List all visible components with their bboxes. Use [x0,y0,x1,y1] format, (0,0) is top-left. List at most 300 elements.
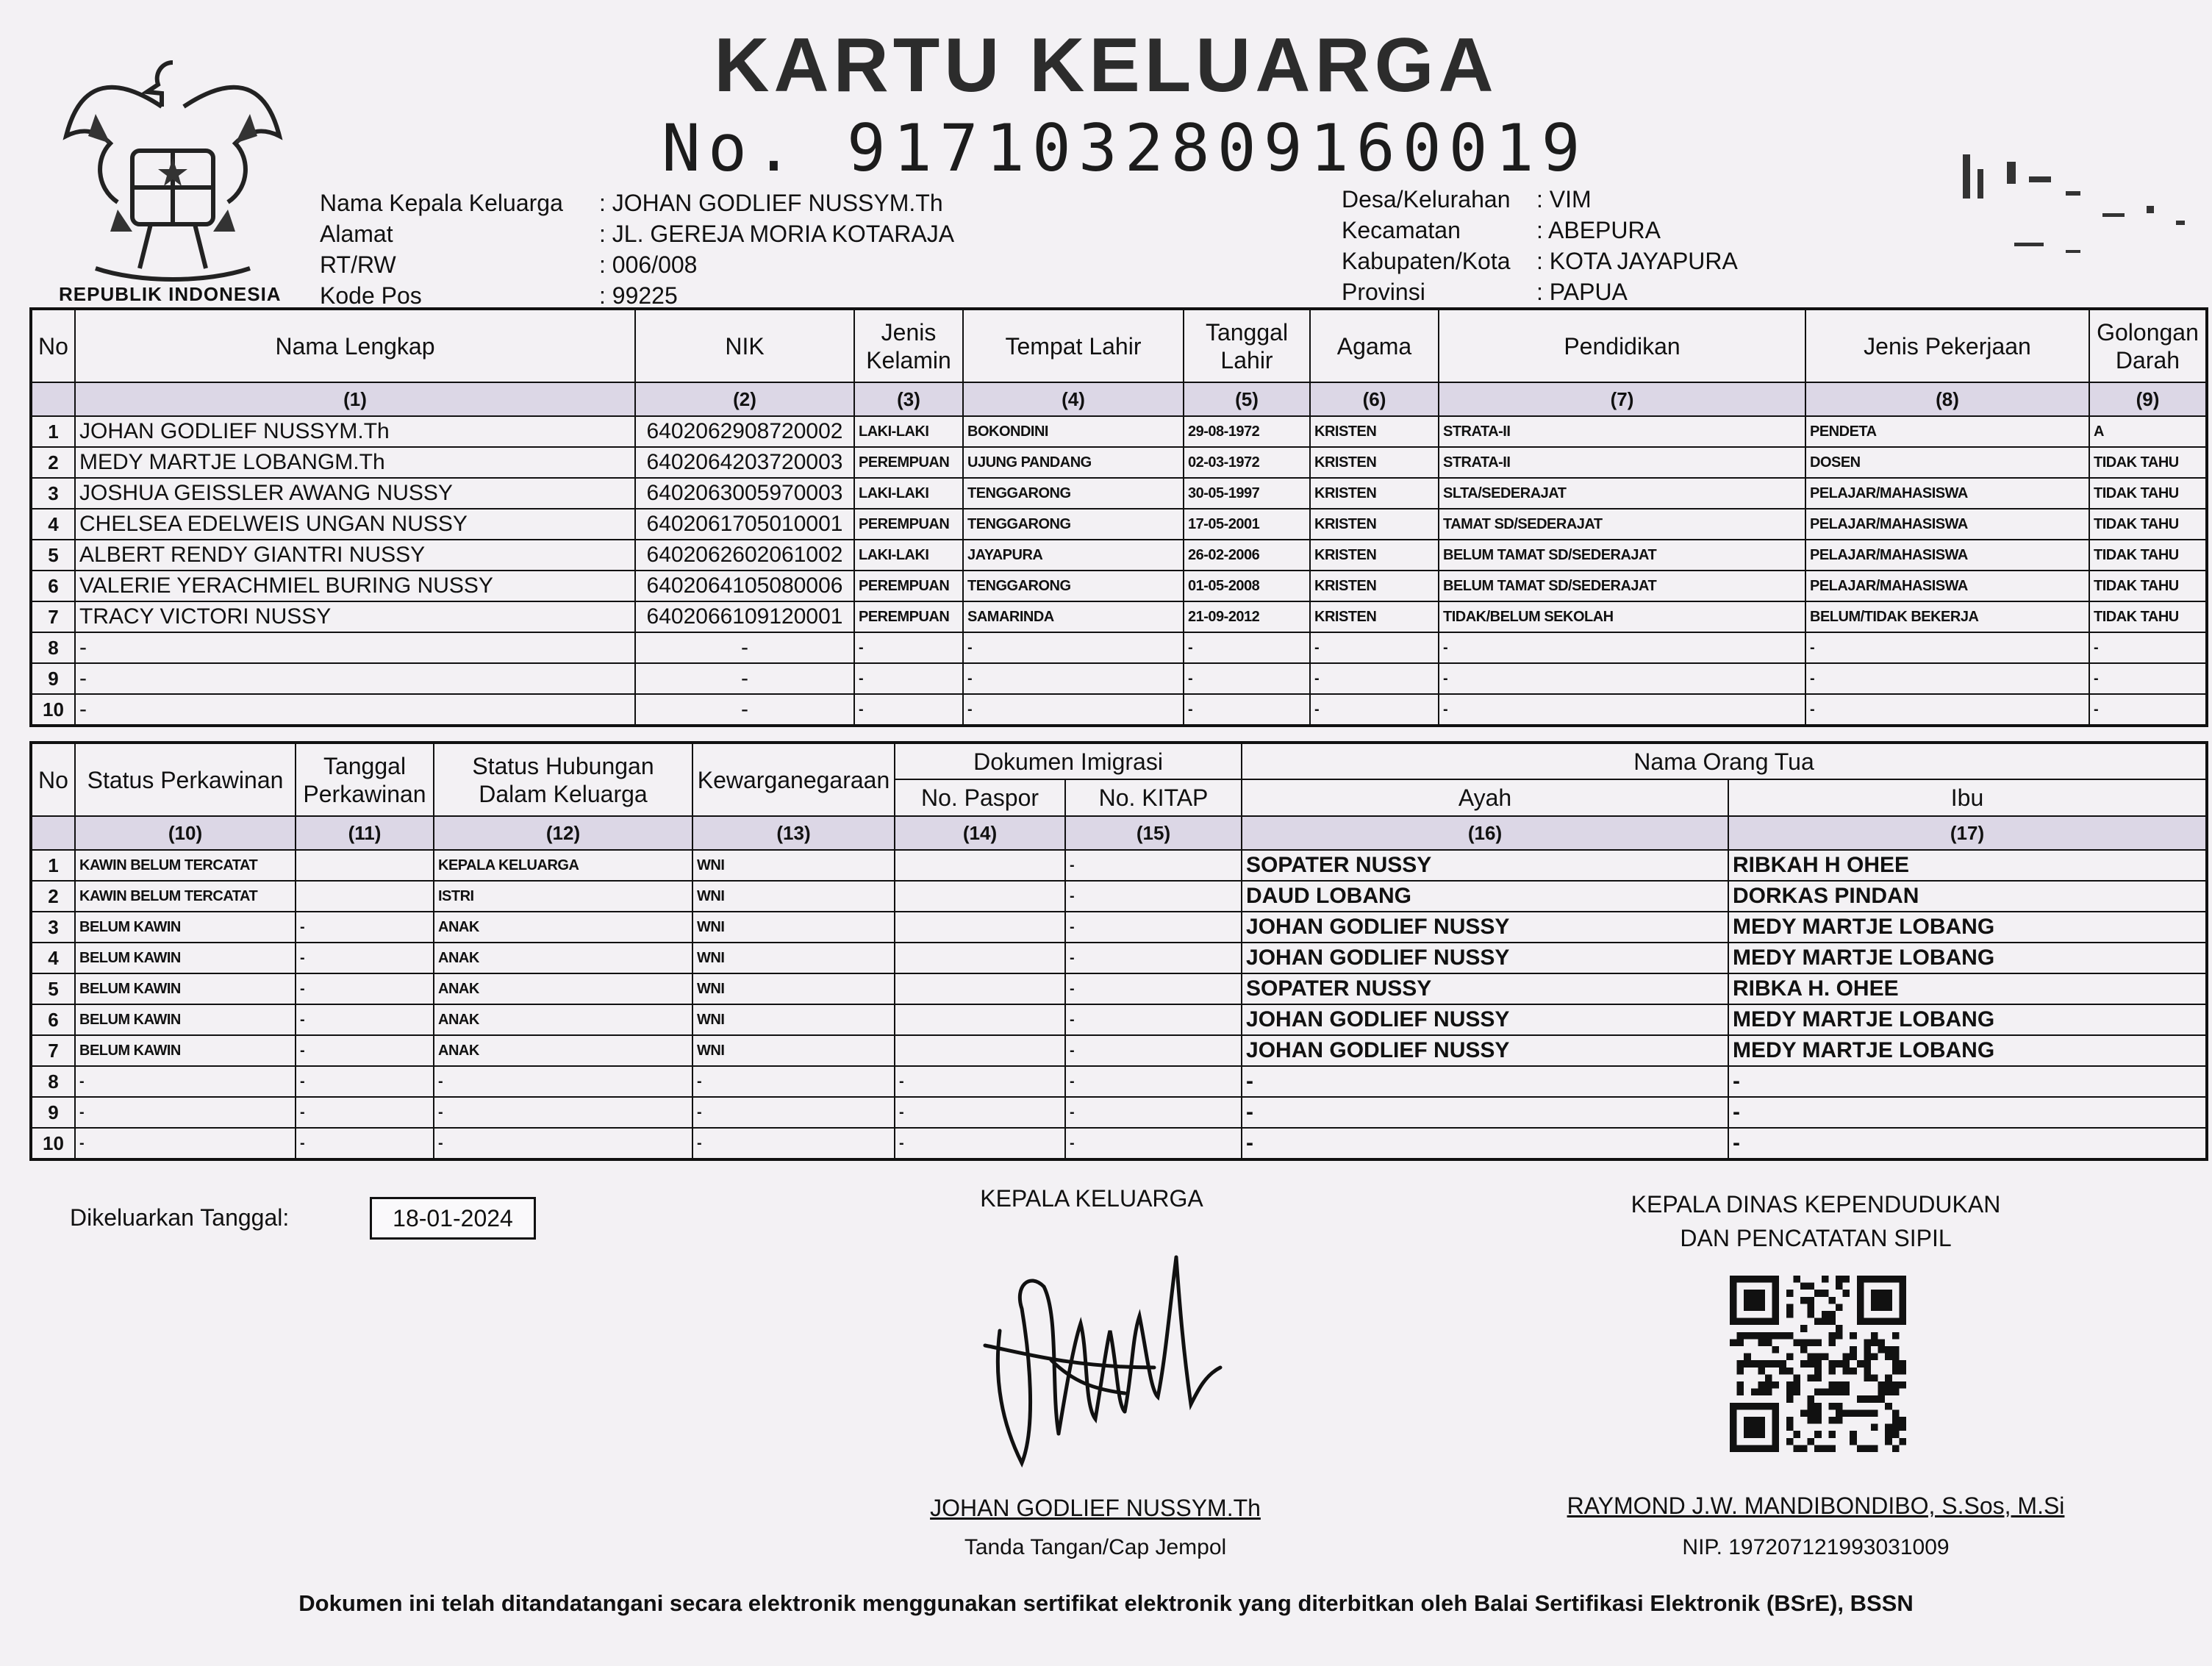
table-cell: ANAK [434,912,692,943]
qr-module [1737,1381,1744,1389]
dinas-title-line1: KEPALA DINAS KEPENDUDUKAN [1631,1191,2001,1218]
col-number: (1) [75,382,635,416]
qr-module [1843,1409,1850,1417]
table-cell: BELUM KAWIN [75,1004,296,1035]
table-cell: SLTA/SEDERAJAT [1439,478,1805,509]
qr-module [1836,1409,1843,1417]
table-cell: 17-05-2001 [1184,509,1310,540]
table-cell: BELUM KAWIN [75,943,296,973]
table-cell: 6402066109120001 [635,601,854,632]
qr-module [1765,1339,1772,1346]
header-tanggal-lahir: Tanggal Lahir [1184,309,1310,382]
table-cell: - [1728,1128,2207,1159]
col-number: (10) [75,816,296,850]
value-nama-kepala: : JOHAN GODLIEF NUSSYM.Th [599,190,943,216]
col-number: (6) [1310,382,1439,416]
qr-module [1836,1325,1843,1332]
qr-module [1765,1332,1772,1340]
table-cell: PELAJAR/MAHASISWA [1805,509,2089,540]
issued-label: Dikeluarkan Tanggal: [70,1204,290,1231]
qr-module [1836,1403,1843,1410]
qr-module [1765,1360,1772,1368]
header-nama-lengkap: Nama Lengkap [75,309,635,382]
qr-module [1864,1360,1871,1368]
qr-module [1899,1368,1906,1375]
qr-module [1758,1332,1765,1340]
table-cell: - [895,1128,1065,1159]
col-number: (17) [1728,816,2207,850]
qr-module [1779,1368,1786,1375]
col-number: (14) [895,816,1065,850]
qr-module [1878,1395,1886,1403]
table-cell: - [1184,694,1310,726]
table-cell: TENGGARONG [963,571,1184,601]
qr-module [1765,1389,1772,1396]
dinas-title-line2: DAN PENCATATAN SIPIL [1680,1225,1952,1251]
qr-module [1822,1290,1829,1297]
table-cell: - [296,1004,434,1035]
emblem-caption: REPUBLIK INDONESIA [59,283,282,305]
qr-module [1828,1332,1836,1340]
table-cell: 6402063005970003 [635,478,854,509]
qr-module [1892,1389,1900,1396]
dinas-title [1536,1187,2095,1255]
qr-module [1864,1395,1871,1403]
qr-module [1808,1354,1815,1361]
table-cell: - [1242,1066,1728,1097]
dinas-official-nip: NIP. 197207121993031009 [1682,1535,1950,1559]
qr-module [1899,1417,1906,1424]
table-cell: LAKI-LAKI [854,540,963,571]
table-cell: - [963,632,1184,663]
qr-module [1765,1374,1772,1381]
qr-module [1850,1431,1857,1438]
table-cell: SAMARINDA [963,601,1184,632]
qr-module [1772,1346,1780,1354]
table-cell: A [2089,416,2207,447]
table-row [31,1066,2207,1097]
qr-module [1758,1360,1765,1368]
table-row [31,973,2207,1004]
table-row [31,447,2207,478]
qr-module [1751,1360,1758,1368]
qr-module [1800,1409,1808,1417]
qr-module [1892,1445,1900,1452]
table-cell: - [1439,632,1805,663]
col-number: (12) [434,816,692,850]
qr-module [1808,1438,1815,1445]
qr-module [1822,1389,1829,1396]
qr-module [1800,1346,1808,1354]
qr-module [1836,1304,1843,1311]
table-cell: KEPALA KELUARGA [434,850,692,881]
qr-module [1822,1311,1829,1318]
table-cell: TIDAK TAHU [2089,540,2207,571]
table-cell: PEREMPUAN [854,509,963,540]
table-cell: VALERIE YERACHMIEL BURING NUSSY [75,571,635,601]
col-number: (2) [635,382,854,416]
table-cell: 6 [31,1004,75,1035]
table-row [31,850,2207,881]
qr-module [1885,1354,1892,1361]
col-number: (4) [963,382,1184,416]
qr-module [1850,1354,1857,1361]
table-cell: - [75,1066,296,1097]
table-cell: TIDAK/BELUM SEKOLAH [1439,601,1805,632]
header-no: No [31,743,75,816]
qr-module [1871,1409,1878,1417]
col-number: (9) [2089,382,2207,416]
table-cell: 1 [31,416,75,447]
table-cell: - [1065,943,1242,973]
qr-module [1885,1374,1892,1381]
table-cell: TIDAK TAHU [2089,509,2207,540]
qr-module [1814,1409,1822,1417]
qr-module [1800,1325,1808,1332]
table-cell: - [692,1097,895,1128]
table-cell [296,850,434,881]
table-cell: 3 [31,478,75,509]
table-cell: - [1310,663,1439,694]
table-cell: - [854,694,963,726]
table-cell: 9 [31,663,75,694]
table-cell: - [296,943,434,973]
qr-module [1850,1332,1857,1340]
table-cell: - [2089,694,2207,726]
table-cell: - [2089,663,2207,694]
table-cell: - [692,1128,895,1159]
table-row [31,509,2207,540]
qr-module [1828,1445,1836,1452]
qr-module [1899,1424,1906,1431]
qr-module [1808,1339,1815,1346]
qr-module [1836,1360,1843,1368]
table-cell: - [895,1066,1065,1097]
qr-module [1814,1318,1822,1326]
table-cell: - [1065,912,1242,943]
table-cell [895,1035,1065,1066]
table-cell: STRATA-II [1439,416,1805,447]
qr-module [1871,1290,1892,1311]
table-row [31,1035,2207,1066]
table-cell: PEREMPUAN [854,447,963,478]
qr-module [1758,1389,1765,1396]
qr-module [1828,1381,1836,1389]
table-cell: 7 [31,601,75,632]
table-cell: KRISTEN [1310,540,1439,571]
table-cell: 6402062602061002 [635,540,854,571]
col-number: (13) [692,816,895,850]
table-row [31,571,2207,601]
qr-module [1885,1403,1892,1410]
qr-module [1828,1417,1836,1424]
qr-module [1828,1431,1836,1438]
table-cell: LAKI-LAKI [854,416,963,447]
qr-module [1836,1283,1843,1290]
table-cell: TENGGARONG [963,478,1184,509]
table-cell: - [1065,1066,1242,1097]
table-cell: - [1242,1128,1728,1159]
qr-module [1751,1332,1758,1340]
qr-module [1885,1346,1892,1354]
qr-module [1871,1424,1878,1431]
qr-module [1857,1360,1864,1368]
table-cell: MEDY MARTJE LOBANG [1728,943,2207,973]
qr-module [1793,1381,1800,1389]
table-cell: KRISTEN [1310,571,1439,601]
qr-module [1786,1424,1794,1431]
stamp-smudge-icon [1955,147,2205,272]
table-cell: - [1184,663,1310,694]
qr-module [1814,1389,1822,1396]
table-cell: 8 [31,1066,75,1097]
qr-module [1871,1395,1878,1403]
table-row [31,540,2207,571]
qr-module [1843,1360,1850,1368]
table-cell: 7 [31,1035,75,1066]
value-provinsi: : PAPUA [1536,279,1628,305]
table-cell: KRISTEN [1310,478,1439,509]
table-cell: WNI [692,912,895,943]
qr-module [1828,1389,1836,1396]
column-number-row [31,382,2207,416]
qr-module [1822,1445,1829,1452]
table-cell: BELUM KAWIN [75,912,296,943]
qr-module [1864,1354,1871,1361]
qr-module [1814,1360,1822,1368]
table-cell: 2 [31,881,75,912]
table-cell: PEREMPUAN [854,601,963,632]
qr-module [1822,1318,1829,1326]
qr-module [1885,1438,1892,1445]
table-cell: JAYAPURA [963,540,1184,571]
value-kecamatan: : ABEPURA [1536,217,1661,243]
qr-module [1822,1354,1829,1361]
table-cell: - [1728,1066,2207,1097]
table-cell: KAWIN BELUM TERCATAT [75,850,296,881]
electronic-signature-note: Dokumen ini telah ditandatangani secara elektronik menggunakan sertifikat elektronik yang diterbitkan oleh Balai Sertifikasi Elektronik (BSrE), BSSN [298,1590,1914,1616]
qr-module [1800,1283,1808,1290]
table-cell: TRACY VICTORI NUSSY [75,601,635,632]
qr-module [1808,1297,1815,1304]
table-cell: - [1184,632,1310,663]
table-cell: 4 [31,509,75,540]
table-cell: - [296,973,434,1004]
table-cell: 5 [31,540,75,571]
header-golongan-darah: Golongan Darah [2089,309,2207,382]
table-row [31,663,2207,694]
kepala-keluarga-title: KEPALA KELUARGA [980,1185,1203,1212]
table-cell: 6402064203720003 [635,447,854,478]
qr-module [1864,1409,1871,1417]
qr-module [1744,1360,1751,1368]
table-row [31,1097,2207,1128]
qr-module [1751,1389,1758,1396]
col-number: (7) [1439,382,1805,416]
table-cell: - [963,694,1184,726]
table-cell: - [1065,1128,1242,1159]
label-kecamatan: Kecamatan [1342,217,1461,243]
qr-module [1857,1409,1864,1417]
qr-module [1814,1368,1822,1375]
qr-module [1836,1332,1843,1340]
qr-module [1808,1403,1815,1410]
qr-module [1843,1276,1850,1283]
table-cell: 6402062908720002 [635,416,854,447]
qr-module [1885,1381,1892,1389]
header-tanggal-perkawinan: Tanggal Perkawinan [296,743,434,816]
qr-module [1758,1381,1765,1389]
qr-module [1744,1417,1765,1438]
table-row [31,943,2207,973]
table-cell: TENGGARONG [963,509,1184,540]
table-cell: - [1065,1004,1242,1035]
qr-module [1878,1346,1886,1354]
qr-module [1730,1339,1737,1346]
table-cell: SOPATER NUSSY [1242,850,1728,881]
qr-module [1800,1445,1808,1452]
qr-module [1892,1431,1900,1438]
table-cell: - [1065,881,1242,912]
table-row [31,632,2207,663]
table-cell: - [1065,1035,1242,1066]
table-cell: KRISTEN [1310,447,1439,478]
qr-module [1885,1431,1892,1438]
table-row [31,694,2207,726]
table-cell: - [296,1128,434,1159]
table-cell: BOKONDINI [963,416,1184,447]
table-row [31,881,2207,912]
table-cell: TIDAK TAHU [2089,478,2207,509]
table-cell: 3 [31,912,75,943]
col-number: (3) [854,382,963,416]
table-cell: 8 [31,632,75,663]
header-ayah: Ayah [1242,779,1728,816]
table-cell [895,943,1065,973]
table-cell: 10 [31,694,75,726]
qr-module [1850,1409,1857,1417]
table-cell: TAMAT SD/SEDERAJAT [1439,509,1805,540]
table-cell: DAUD LOBANG [1242,881,1728,912]
table-cell: 30-05-1997 [1184,478,1310,509]
table-cell: 29-08-1972 [1184,416,1310,447]
qr-module [1892,1346,1900,1354]
table-cell: - [1728,1097,2207,1128]
header-pendidikan: Pendidikan [1439,309,1805,382]
qr-module [1786,1304,1794,1311]
table-cell: TIDAK TAHU [2089,447,2207,478]
table-cell: 6 [31,571,75,601]
table-cell: - [75,1128,296,1159]
qr-module [1786,1311,1794,1318]
table-cell: - [1310,632,1439,663]
label-kabupaten: Kabupaten/Kota [1342,248,1511,274]
qr-module [1814,1339,1822,1346]
qr-module [1779,1332,1786,1340]
qr-module [1772,1332,1780,1340]
qr-module [1899,1381,1906,1389]
qr-module [1808,1374,1815,1381]
qr-module [1843,1290,1850,1297]
qr-module [1822,1276,1829,1283]
table-cell: - [635,663,854,694]
qr-module [1864,1339,1871,1346]
qr-module [1899,1438,1906,1445]
qr-module [1892,1417,1900,1424]
qr-module [1737,1339,1744,1346]
qr-module [1836,1381,1843,1389]
qr-module [1744,1290,1765,1311]
qr-module [1828,1318,1836,1326]
qr-module [1843,1389,1850,1396]
qr-module [1857,1395,1864,1403]
label-rtrw: RT/RW [320,251,396,278]
table-cell: MEDY MARTJE LOBANGM.Th [75,447,635,478]
header-jenis-kelamin: Jenis Kelamin [854,309,963,382]
qr-module [1871,1374,1878,1381]
table-cell: KRISTEN [1310,416,1439,447]
qr-module [1828,1360,1836,1368]
qr-module [1793,1374,1800,1381]
qr-module [1744,1332,1751,1340]
table-cell: RIBKA H. OHEE [1728,973,2207,1004]
qr-module [1899,1360,1906,1368]
table-cell: - [1065,850,1242,881]
table-cell: - [692,1066,895,1097]
table-cell: WNI [692,1035,895,1066]
qr-module [1892,1368,1900,1375]
qr-module [1786,1438,1794,1445]
qr-module [1814,1431,1822,1438]
family-members-table [29,307,2208,727]
issued-date: 18-01-2024 [370,1197,536,1240]
page-title: KARTU KELUARGA [714,23,1498,108]
table-cell: - [1242,1097,1728,1128]
table-cell: - [1439,694,1805,726]
col-number: (11) [296,816,434,850]
table-cell: WNI [692,973,895,1004]
qr-module [1786,1395,1794,1403]
qr-module [1878,1389,1886,1396]
table-cell: UJUNG PANDANG [963,447,1184,478]
table-row [31,601,2207,632]
qr-module [1758,1339,1765,1346]
qr-module [1808,1409,1815,1417]
qr-module [1892,1381,1900,1389]
table-cell: - [1439,663,1805,694]
qr-module [1843,1381,1850,1389]
qr-module [1814,1403,1822,1410]
table-cell [895,850,1065,881]
header-status-perkawinan: Status Perkawinan [75,743,296,816]
header-tempat-lahir: Tempat Lahir [963,309,1184,382]
dinas-official-name: RAYMOND J.W. MANDIBONDIBO, S.Sos, M.Si [1567,1492,2065,1519]
qr-module [1786,1417,1794,1424]
qr-module [1793,1431,1800,1438]
table-cell: WNI [692,1004,895,1035]
qr-module [1758,1368,1765,1375]
table-cell: 6402061705010001 [635,509,854,540]
table-cell: - [1805,632,2089,663]
qr-module [1800,1360,1808,1368]
header-status-hubungan: Status Hubungan Dalam Keluarga [434,743,692,816]
qr-module [1892,1360,1900,1368]
table-cell: BELUM TAMAT SD/SEDERAJAT [1439,571,1805,601]
qr-module [1864,1368,1871,1375]
signature-caption: Tanda Tangan/Cap Jempol [964,1535,1227,1559]
table-cell: - [75,663,635,694]
table-cell: 1 [31,850,75,881]
